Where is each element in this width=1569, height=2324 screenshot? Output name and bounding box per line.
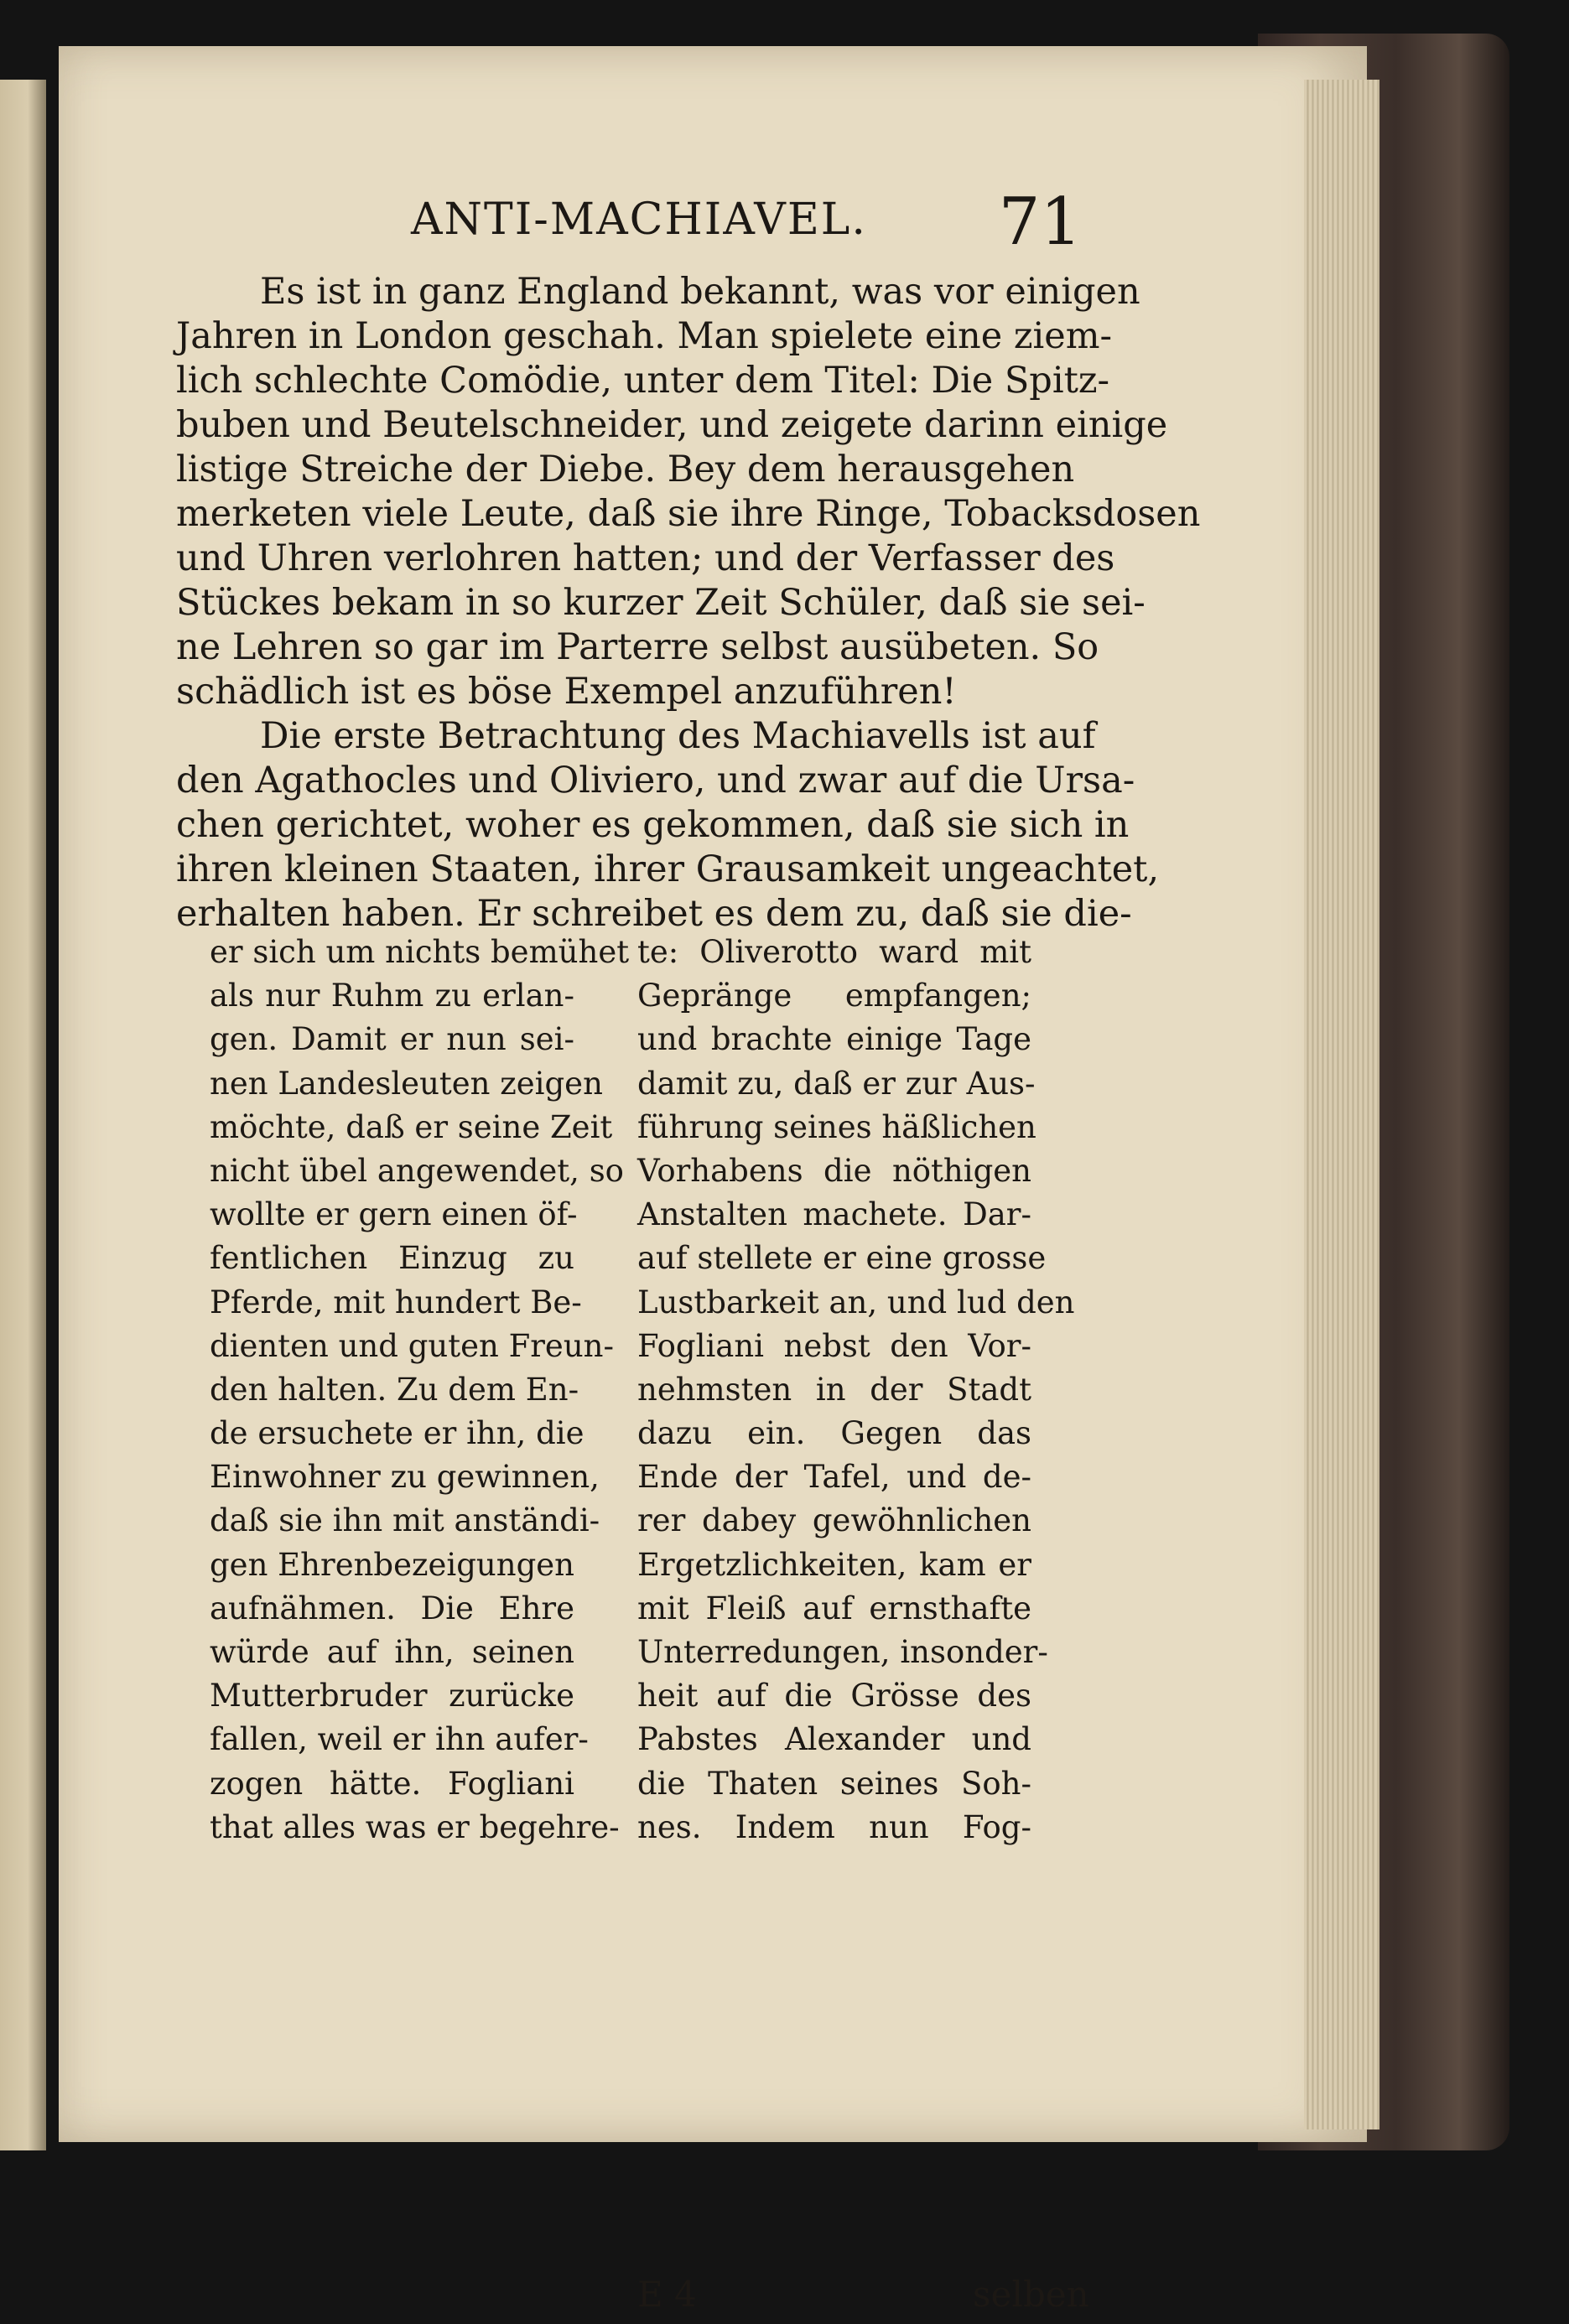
column-line: fentlichen Einzug zu (210, 1240, 574, 1277)
column-line: Lustbarkeit an, und lud den (637, 1284, 1075, 1320)
column-line: Ergetzlichkeiten, kam er (637, 1546, 1031, 1583)
column-line: Pabstes Alexander und (637, 1721, 1031, 1758)
column-line: mit Fleiß auf ernsthafte (637, 1590, 1031, 1626)
text-line: lich schlechte Comödie, unter dem Titel: Die Spitz- (176, 360, 1110, 402)
column-line: gen Ehrenbezeigungen (210, 1546, 574, 1583)
column-line: möchte, daß er seine Zeit (210, 1108, 613, 1145)
left-column (210, 931, 630, 1849)
column-line: damit zu, daß er zur Aus- (637, 1065, 1036, 1102)
column-line: nicht übel angewendet, so (210, 1152, 624, 1189)
text-line: Stückes bekam in so kurzer Zeit Schüler, daß sie sei- (176, 582, 1146, 624)
signature-mark: E 4 (637, 2274, 697, 2315)
column-line: führung seines häßlichen (637, 1108, 1036, 1145)
column-line: Anstalten machete. Dar- (637, 1196, 1031, 1233)
column-line: te: Oliverotto ward mit (637, 934, 1031, 970)
column-line: Mutterbruder zurücke (210, 1678, 574, 1714)
column-line: nehmsten in der Stadt (637, 1371, 1031, 1408)
text-line: merketen viele Leute, daß sie ihre Ringe, Tobacksdosen (176, 493, 1201, 535)
column-line: auf stellete er eine grosse (637, 1240, 1047, 1277)
text-line: Die erste Betrachtung des Machiavells ist auf (260, 715, 1096, 757)
column-line: fallen, weil er ihn aufer- (210, 1721, 589, 1758)
text-line: buben und Beutelschneider, und zeigete darinn einige (176, 404, 1168, 446)
column-line: rer dabey gewöhnlichen (637, 1502, 1031, 1539)
column-line: aufnähmen. Die Ehre (210, 1590, 574, 1626)
text-line: erhalten haben. Er schreibet es dem zu, daß sie die- (176, 893, 1132, 935)
column-line: er sich um nichts bemühet (210, 934, 630, 970)
text-line: und Uhren verlohren hatten; und der Verfasser des (176, 537, 1115, 579)
text-line: Es ist in ganz England bekannt, was vor einigen (260, 271, 1140, 313)
running-title: ANTI-MACHIAVEL. (411, 195, 867, 245)
column-line: Gepränge empfangen; (637, 978, 1031, 1014)
text-line: den Agathocles und Oliviero, und zwar auf die Ursa- (176, 760, 1135, 801)
column-line: Ende der Tafel, und de- (637, 1459, 1031, 1496)
column-line: als nur Ruhm zu erlan- (210, 978, 574, 1014)
column-line: Unterredungen, insonder- (637, 1634, 1048, 1670)
text-line: listige Streiche der Diebe. Bey dem herausgehen (176, 449, 1075, 490)
column-line: würde auf ihn, seinen (210, 1634, 574, 1670)
facing-page-edge (0, 80, 46, 2150)
paragraph-block (176, 270, 1201, 936)
text-line: chen gerichtet, woher es gekommen, daß sie sich in (176, 804, 1130, 846)
text-line: schädlich ist es böse Exempel anzuführen! (176, 671, 957, 713)
page-edges (1304, 80, 1379, 2129)
column-line: Fogliani nebst den Vor- (637, 1327, 1031, 1364)
column-line: gen. Damit er nun sei- (210, 1021, 574, 1058)
column-line: daß sie ihn mit anständi- (210, 1502, 600, 1539)
right-column (637, 931, 1075, 1849)
column-line: die Thaten seines Soh- (637, 1765, 1031, 1802)
text-line: ihren kleinen Staaten, ihrer Grausamkeit ungeachtet, (176, 848, 1160, 890)
column-line: Pferde, mit hundert Be- (210, 1284, 582, 1320)
column-line: dazu ein. Gegen das (637, 1415, 1031, 1452)
column-line: zogen hätte. Fogliani (210, 1765, 574, 1802)
column-line: heit auf die Grösse des (637, 1678, 1031, 1714)
catchword: selben (973, 2274, 1089, 2315)
text-line: Jahren in London geschah. Man spielete eine ziem- (176, 315, 1113, 357)
column-line: nen Landesleuten zeigen (210, 1065, 603, 1102)
column-line: Einwohner zu gewinnen, (210, 1459, 600, 1496)
text-line: ne Lehren so gar im Parterre selbst ausübeten. So (176, 626, 1099, 668)
page-number: 71 (998, 184, 1082, 260)
column-line: de ersuchete er ihn, die (210, 1415, 584, 1452)
column-line: nes. Indem nun Fog- (637, 1808, 1031, 1845)
column-line: Vorhabens die nöthigen (637, 1152, 1031, 1189)
column-line: dienten und guten Freun- (210, 1327, 614, 1364)
column-line: und brachte einige Tage (637, 1021, 1031, 1058)
column-line: that alles was er begehre- (210, 1808, 620, 1845)
column-line: den halten. Zu dem En- (210, 1371, 579, 1408)
column-line: wollte er gern einen öf- (210, 1196, 578, 1233)
